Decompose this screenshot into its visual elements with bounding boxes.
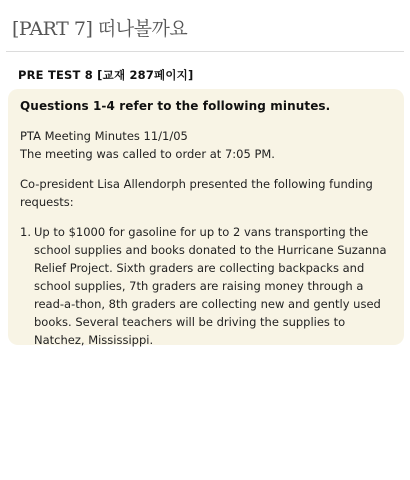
pretest-label: PRE TEST 8 [교재 287페이지] [18, 68, 194, 82]
intro-paragraph: Co-president Lisa Allendorph presented the following funding requests: [20, 177, 373, 209]
called-to-order-text: The meeting was called to order at 7:05 PM. [20, 147, 275, 161]
minutes-title: PTA Meeting Minutes 11/1/05 [20, 129, 188, 143]
minutes-header [20, 127, 392, 163]
list-item-number: 1. [20, 225, 31, 239]
list-item [20, 223, 392, 349]
passage-card [8, 89, 404, 345]
list-item-text: Up to $1000 for gasoline for up to 2 vans transporting the school supplies and books donated to the Hurricane Suzanna Relief Project. Sixth graders are collecting backpacks and school supplies, 7th graders are raising money through a read-a-thon, 8th graders are collecting new and gently used books. Several teachers will be driving the supplies to Natchez, Mississippi. [34, 225, 387, 347]
question-title: Questions 1-4 refer to the following minutes. [20, 99, 331, 113]
page-title: [PART 7] 떠나볼까요 [12, 18, 188, 40]
header-divider [6, 51, 404, 52]
